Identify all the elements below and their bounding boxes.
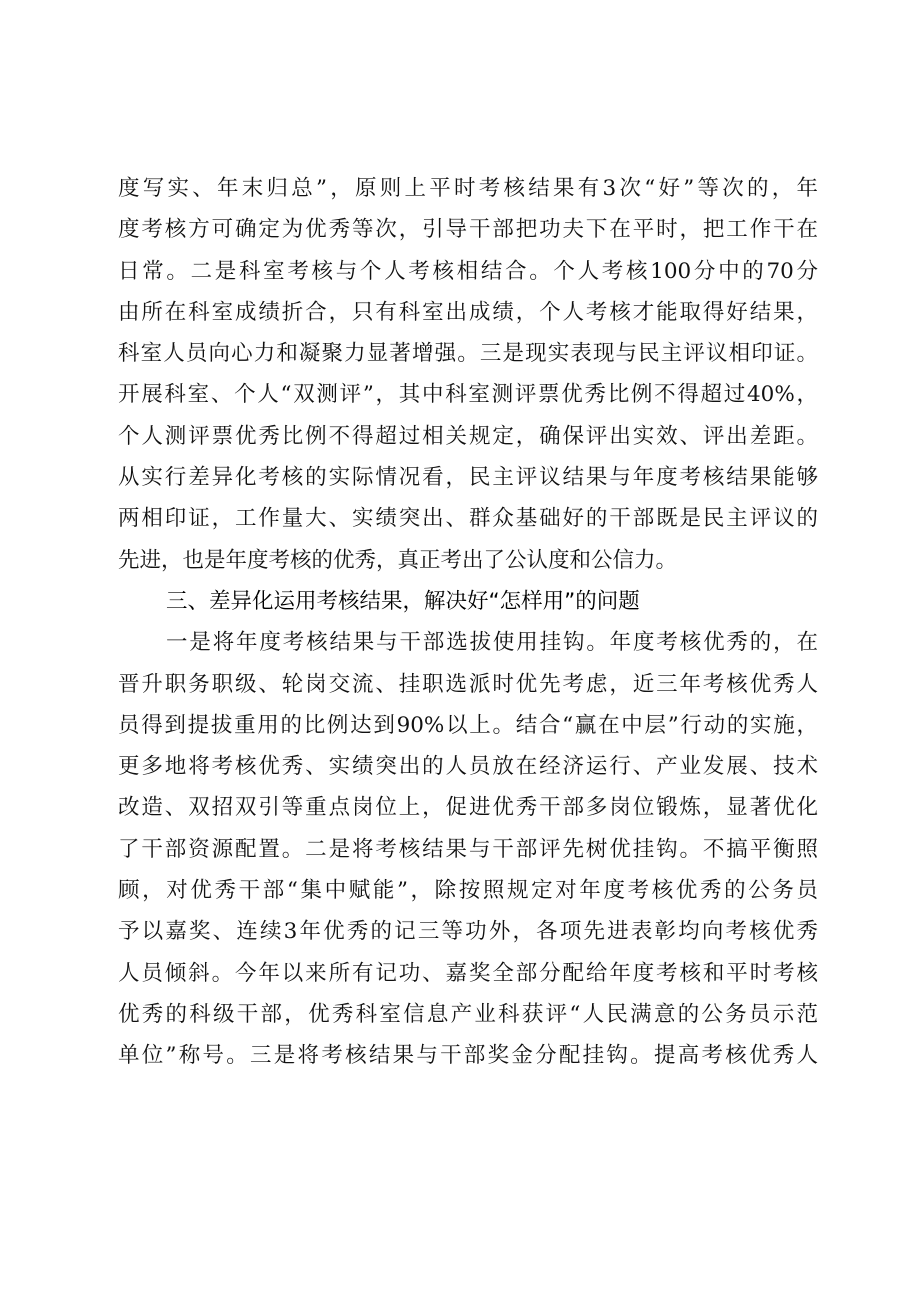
- text-line: 晋升职务职级、轮岗交流、挂职选派时优先考虑，近三年考核优秀人: [118, 671, 818, 697]
- paragraph-results-usage: [118, 622, 818, 1076]
- text-line: 从实行差异化考核的实际情况看，民主评议结果与年度考核结果能够: [118, 465, 818, 491]
- text-line: 个人测评票优秀比例不得超过相关规定，确保评出实效、评出差距。: [118, 423, 818, 449]
- text-line: 度考核方可确定为优秀等次，引导干部把功夫下在平时，把工作干在: [118, 217, 818, 243]
- paragraph-continuation: [118, 168, 818, 581]
- text-line: 人员倾斜。今年以来所有记功、嘉奖全部分配给年度考核和平时考核: [118, 960, 818, 986]
- text-line: 顾，对优秀干部“集中赋能”，除按照规定对年度考核优秀的公务员: [118, 878, 818, 904]
- text-line: 度写实、年末归总”，原则上平时考核结果有3次“好”等次的，年: [118, 176, 818, 201]
- text-line: 先进，也是年度考核的优秀，真正考出了公认度和公信力。: [118, 547, 678, 573]
- text-line: 了干部资源配置。二是将考核结果与干部评先树优挂钩。不搞平衡照: [118, 836, 818, 862]
- section-heading: 三、差异化运用考核结果，解决好“怎样用”的问题: [166, 588, 640, 614]
- text-line: 由所在科室成绩折合，只有科室出成绩，个人考核才能取得好结果，: [118, 299, 818, 325]
- text-line: 更多地将考核优秀、实绩突出的人员放在经济运行、产业发展、技术: [118, 754, 818, 780]
- text-line: 日常。二是科室考核与个人考核相结合。个人考核100分中的70分: [118, 258, 818, 284]
- text-line: 两相印证，工作量大、实绩突出、群众基础好的干部既是民主评议的: [118, 506, 818, 532]
- text-line: 科室人员向心力和凝聚力显著增强。三是现实表现与民主评议相印证。: [118, 341, 818, 367]
- text-line: 一是将年度考核结果与干部选拔使用挂钩。年度考核优秀的，在: [166, 630, 818, 656]
- text-line: 单位”称号。三是将考核结果与干部奖金分配挂钩。提高考核优秀人: [118, 1043, 818, 1069]
- text-line: 改造、双招双引等重点岗位上，促进优秀干部多岗位锻炼，显著优化: [118, 795, 818, 821]
- document-body: [118, 168, 818, 1077]
- text-line: 优秀的科级干部，优秀科室信息产业科获评“人民满意的公务员示范: [118, 1001, 818, 1027]
- text-line: 予以嘉奖、连续3年优秀的记三等功外，各项先进表彰均向考核优秀: [118, 919, 818, 945]
- text-line: 开展科室、个人“双测评”，其中科室测评票优秀比例不得超过40%，: [118, 382, 818, 408]
- text-line: 员得到提拔重用的比例达到90%以上。结合“赢在中层”行动的实施，: [118, 712, 818, 738]
